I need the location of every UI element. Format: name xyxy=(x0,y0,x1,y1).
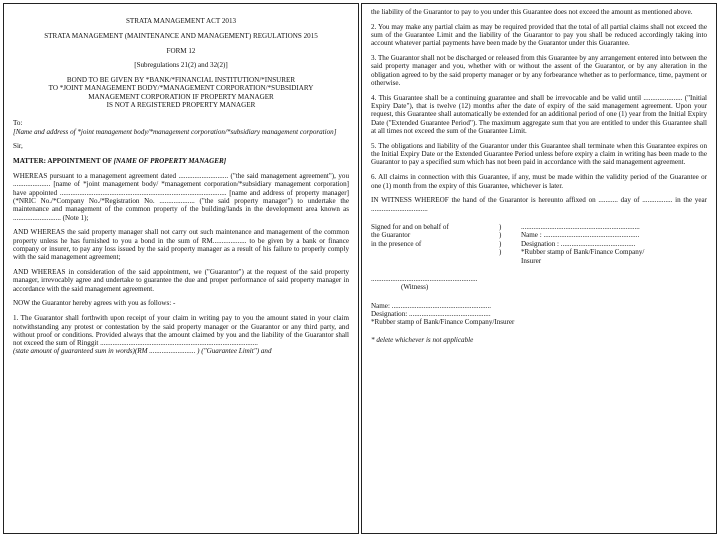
matter-heading xyxy=(13,157,349,165)
bond-title-line: TO *JOINT MANAGEMENT BODY/*MANAGEMENT CORPORATION/*SUBSIDIARY xyxy=(48,84,314,93)
clause-3: 3. The Guarantor shall not be discharged or released from this Guarantee by any arrangement entered into between the said property manager and you, whether with or without the assent of the Guarantor, or by any alteration in the obligation agreed to by the said property manager or by any forbearance whether as to performance, time, payment or otherwise. xyxy=(371,54,707,88)
continuation-text: the liability of the Guarantor to pay to you under this Guarantee does not exceed the amount as mentioned above. xyxy=(371,8,693,16)
footnote: * delete whichever is not applicable xyxy=(371,336,474,345)
act-title: STRATA MANAGEMENT ACT 2013 xyxy=(125,17,237,25)
witness-label: (Witness) xyxy=(401,283,429,292)
signature-block xyxy=(371,223,707,265)
clause-1: 1. The Guarantor shall forthwith upon receipt of your claim in writing pay to you the amount stated in your claim notwithstanding any protest or contestation by the said property manager or the Guarantor or any third party, and without proof or conditions. Provided always that the amount claimed by you and the liability of the Guarantor shall not exceed the sum of Ringgit ......................................................................................... xyxy=(13,314,349,348)
sig-left-line: in the presence of xyxy=(371,239,422,248)
bond-title-line: IS NOT A REGISTERED PROPERTY MANAGER xyxy=(106,101,256,110)
clause-5: 5. The obligations and liability of the Guarantor under this Guarantee shall terminate when this Guarantee expires on the Initial Expiry Date or the Extended Guarantee Period unless before expiry a claim in writing has been made to the Guarantor to pay a specified sum which has not been paid in accordance with the said management agreement. xyxy=(371,141,707,167)
signatory-designation: Designation : .......................................... xyxy=(521,239,636,248)
witness-name: Name: ........................................................ xyxy=(371,301,491,310)
witness-signature-line: ............................................................ xyxy=(371,274,478,283)
whereas-recital-1: WHEREAS pursuant to a management agreement dated ............................ ("the said management agreement"), you ..................... [name of *joint management body/ *management corporation/*subsidiary management corporation] have appointed .............................................................................................. [name and address of property manager] (*NRIC No./*Company No./*Registration No. .................... ("the said property manager") to undertake the maintenance and management of the common property of the building/lands in the development area known as ........................... (Note 1); xyxy=(13,172,349,222)
matter-prefix: MATTER: APPOINTMENT OF xyxy=(13,157,114,166)
now-agreement: NOW the Guarantor hereby agrees with you as follows: - xyxy=(13,299,176,308)
form-page-right xyxy=(361,3,717,534)
whereas-recital-2: AND WHEREAS the said property manager shall not carry out such maintenance and management of the common property unless he has furnished to you a bond in the sum of RM................... to be given by a bank or finance company or insurer, to pay any loss issued by the said property manager as a result of his failure to properly comply with the said management agreement; xyxy=(13,228,349,262)
witness-designation: Designation: .............................................. xyxy=(371,309,491,318)
sig-paren: ) xyxy=(499,239,502,248)
signature-line: ................................................................... xyxy=(521,222,640,231)
sig-paren: ) xyxy=(499,231,502,240)
sig-left-line: the Guarantor xyxy=(371,231,411,240)
clause-1-ending: (state amount of guaranteed sum in words)(RM .......................... ) ("Guarantee Limit") and xyxy=(13,347,272,356)
clause-4: 4. This Guarantee shall be a continuing guarantee and shall be irrevocable and be valid until ...................... ("Initial Expiry Date"), that is twelve (12) months after the date of expiry of the said management agreement. Upon your request, this Guarantee shall automatically be extended for an additional period of one (1) year from the Initial Expiry Date ("Extended Guarantee Period"). The maximum aggregate sum that you are entitled to under this Guarantee shall at all times not exceed the sum of the Guarantee Limit. xyxy=(371,93,707,136)
subregulations: [Subregulations 21(2) and 32(2)] xyxy=(134,61,228,70)
rubber-stamp-note: *Rubber stamp of Bank/Finance Company/ xyxy=(521,248,645,257)
whereas-recital-3: AND WHEREAS in consideration of the said appointment, we ("Guarantor") at the request of the said property manager, irrevocably agree and undertake to guarantee the due and proper performance of said property manager in accordance with the said management agreement. xyxy=(13,268,349,293)
bond-title-line: BOND TO BE GIVEN BY *BANK/*FINANCIAL INSTITUTION/*INSURER xyxy=(66,76,296,85)
witness-clause: IN WITNESS WHEREOF the hand of the Guarantor is hereunto affixed on ........... day of ................. in the year ................................ xyxy=(371,196,707,213)
form-page-left xyxy=(3,3,359,534)
sig-paren: ) xyxy=(499,248,502,257)
clause-6: 6. All claims in connection with this Guarantee, if any, must be made within the validity period of the Guarantee or one (1) month from the expiry of this Guarantee, whichever is later. xyxy=(371,173,707,190)
sig-paren: ) xyxy=(499,222,502,231)
salutation: Sir, xyxy=(13,142,23,151)
sig-left-line: Signed for and on behalf of xyxy=(371,222,449,231)
bond-title-line: MANAGEMENT CORPORATION IF PROPERTY MANAGER xyxy=(88,92,274,101)
matter-name: [NAME OF PROPERTY MANAGER] xyxy=(113,157,227,166)
to-label: To: xyxy=(13,119,23,128)
regulations-title: STRATA MANAGEMENT (MAINTENANCE AND MANAGEMENT) REGULATIONS 2015 xyxy=(44,31,318,40)
to-address: [Name and address of *joint management body/*management corporation/*subsidiary management corporation] xyxy=(13,127,337,136)
signatory-name: Name : ...................................................... xyxy=(521,231,640,240)
clause-2: 2. You may make any partial claim as may be required provided that the total of all partial claims shall not exceed the sum of the Guarantee Limit and the liability of the Guarantor to pay you shall be reduced accordingly taking into account whatever partial payments have been made by the Guarantor under this Guarantee. xyxy=(371,22,707,48)
rubber-stamp-insurer: Insurer xyxy=(521,256,542,265)
form-number: FORM 12 xyxy=(166,46,196,55)
witness-stamp-note: *Rubber stamp of Bank/Finance Company/Insurer xyxy=(371,318,515,327)
